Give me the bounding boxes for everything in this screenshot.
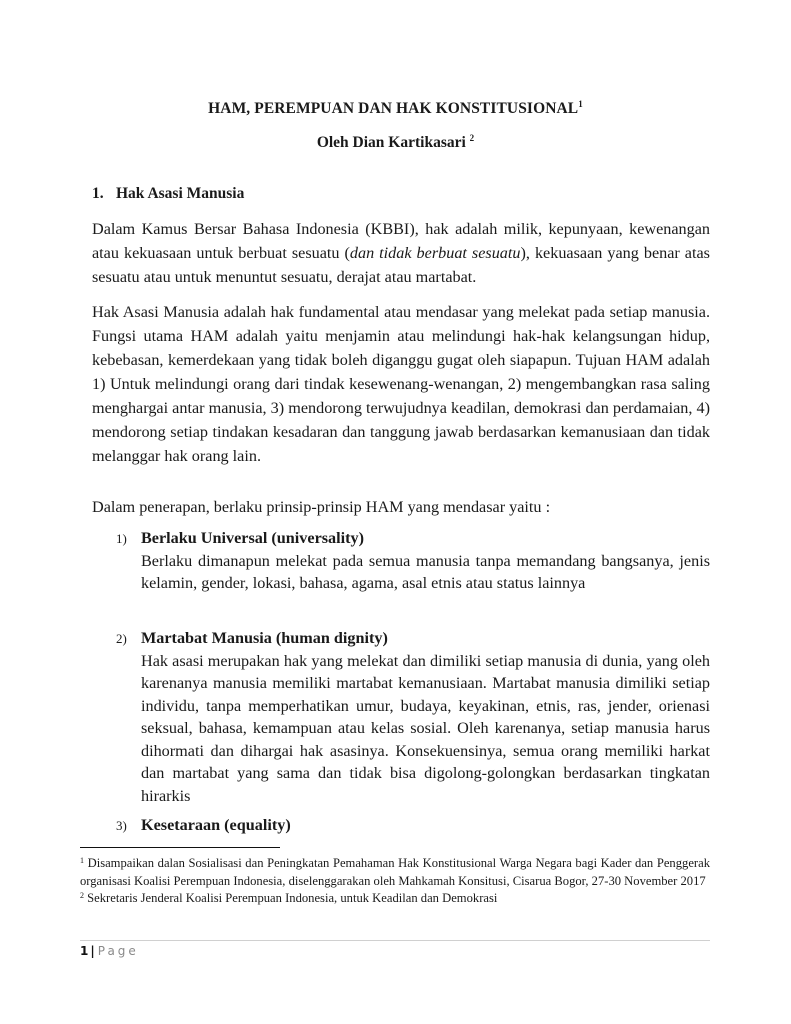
document-author <box>0 134 791 152</box>
principle-item <box>116 814 710 837</box>
principle-body: Hak asasi merupakan hak yang melekat dan dimiliki setiap manusia di dunia, yang oleh karenanya manusia memiliki martabat kemanusiaan. Martabat manusia dimiliki setiap individu, tanpa memperhatikan umur, budaya, keyakinan, etnis, ras, jender, orienasi seksual, bahasa, kemampuan atau kelas sosial. Oleh karenanya, setiap manusia harus dihormati dan dihargai hak asasinya. Konsekuensinya, semua orang memiliki harkat dan martabat yang sama dan tidak bisa digolong-golongkan berdasarkan tingkatan hirarkis <box>141 651 710 805</box>
footer-rule <box>80 940 710 941</box>
paragraph-kbbi-definition <box>92 217 710 289</box>
principle-heading: Berlaku Universal (universality) <box>141 529 365 547</box>
footnote-text: Sekretaris Jenderal Koalisi Perempuan Indonesia, untuk Keadilan dan Demokrasi <box>84 891 498 905</box>
footnote-2 <box>80 890 710 908</box>
footnote-text: Disampaikan dalan Sosialisasi dan Peningkatan Pemahaman Hak Konstitusional Warga Negara bagi Kader dan Penggerak organisasi Koalisi Perempuan Indonesia, diselenggarakan oleh Mahkamah Konsitusi, Cisarua Bogor, 27-30 November 2017 <box>80 856 710 888</box>
page-footer <box>80 944 139 958</box>
section-title: Hak Asasi Manusia <box>116 185 245 202</box>
paragraph-principles-intro: Dalam penerapan, berlaku prinsip-prinsip HAM yang mendasar yaitu : <box>92 498 551 516</box>
paragraph-lead: Dalam Kamus Bersar Bahasa Indonesia (KBBI), hak adalah <box>92 220 498 238</box>
paragraph-italic: dan tidak berbuat sesuatu <box>349 244 521 262</box>
page-label: Page <box>97 944 139 958</box>
principle-heading: Kesetaraan (equality) <box>141 816 291 834</box>
list-marker: 1) <box>116 531 127 546</box>
document-title <box>0 100 791 118</box>
list-marker: 3) <box>116 818 127 833</box>
section-heading <box>92 185 244 203</box>
principle-item <box>116 527 710 595</box>
footer-separator: | <box>90 944 95 958</box>
paragraph-text: milik, kepunyaan, kewenangan atau kekuasaan untuk berbuat sesuatu ( <box>92 220 710 262</box>
footnote-marker: 2 <box>80 891 84 900</box>
author-text: Oleh Dian Kartikasari <box>316 134 466 151</box>
principle-heading: Martabat Manusia (human dignity) <box>141 629 388 647</box>
paragraph-text-end: ), kekuasaan yang benar atas sesuatu atau untuk menuntut sesuatu, derajat atau martabat. <box>92 244 710 286</box>
section-number: 1. <box>92 185 104 202</box>
footnotes <box>80 855 710 908</box>
principle-body: Berlaku dimanapun melekat pada semua manusia tanpa memandang bangsanya, jenis kelamin, gender, lokasi, bahasa, agama, asal etnis atau status lainnya <box>141 551 710 592</box>
footnote-marker: 1 <box>80 856 84 865</box>
footnote-separator <box>80 847 280 848</box>
page-number: 1 <box>80 944 89 958</box>
footnote-1 <box>80 855 710 890</box>
principle-item <box>116 627 710 807</box>
title-footnote-ref[interactable]: 1 <box>578 99 583 109</box>
title-text: HAM, PEREMPUAN DAN HAK KONSTITUSIONAL <box>208 100 579 117</box>
list-marker: 2) <box>116 631 127 646</box>
author-footnote-ref[interactable]: 2 <box>469 133 475 143</box>
paragraph-ham-definition: Hak Asasi Manusia adalah hak fundamental atau mendasar yang melekat pada setiap manusia. Fungsi utama HAM adalah yaitu menjamin atau melindungi hak-hak kelangsungan hidup, kebebasan, kemerdekaan yang tidak boleh diganggu gugat oleh siapapun. Tujuan HAM adalah 1) Untuk melindungi orang dari tindak kesewenang-wenangan, 2) mengembangkan rasa saling menghargai antar manusia, 3) mendorong terwujudnya keadilan, demokrasi dan perdamaian, 4) mendorong setiap tindakan kesadaran dan tanggung jawab berdasarkan kemanusiaan dan tidak melanggar hak orang lain. <box>92 303 710 465</box>
